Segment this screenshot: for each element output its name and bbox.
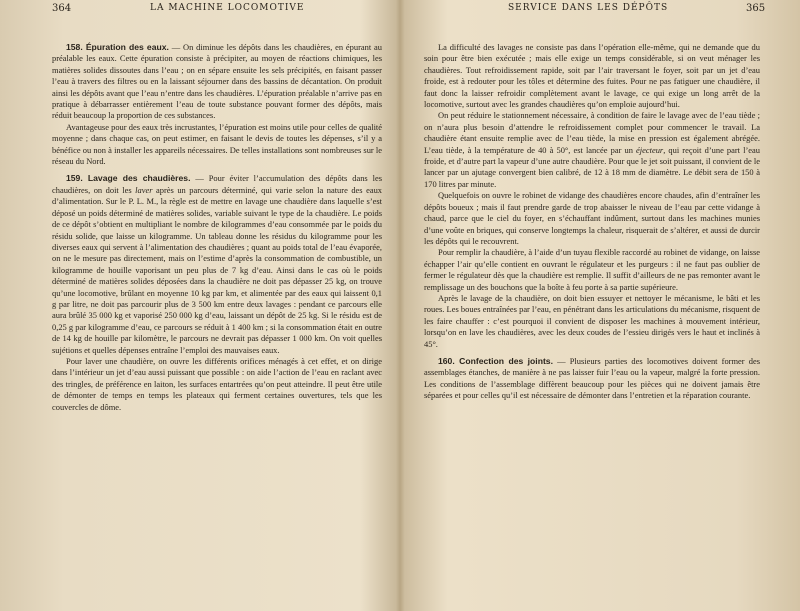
section-159-emphasis: laver <box>135 184 153 195</box>
section-159-paragraph-2: Pour laver une chaudière, on ouvre les différents orifices ménagés à cet effet, et on dirige dans l’intérieur un jet d’eau aussi puissant que possible : on aide l’action de l’eau en raclant avec des tringles, de préférence en laiton, les surfaces entartrées qu’on peut atteindre. Il peut être utile de démonter de temps en temps les plateaux qui ferment certaines ouvertures, tels que les couvercles de dôme. <box>52 355 382 412</box>
section-160-text: — Plusieurs parties des locomotives doivent former des assemblages étanches, de manière à ne pas laisser fuir l’eau ou la vapeur, malgré la forte pression. Les conditions de l’assemblage diffèrent beaucoup pour les pièces qui ne doivent jamais être séparées et pour celles qu’il est nécessaire de démonter dans l’entretien et la réparation courante. <box>424 355 761 401</box>
section-158-paragraph-2: Avantageuse pour des eaux très incrustantes, l’épuration est moins utile pour celles de qualité moyenne ; dans chaque cas, on peut estimer, en faisant le devis de toutes les dépenses, s’il y a bénéfice ou non à installer les appareils nécessaires. De telles installations sont nombreuses sur le réseau du Nord. <box>52 121 382 167</box>
right-paragraph-4: Pour remplir la chaudière, à l’aide d’un tuyau flexible raccordé au robinet de vidange, on laisse échapper l’air qu’elle contient en ouvrant le régulateur et les purgeurs : il ne faut pas oublier de fermer le régulateur dès que la chaudière est remplie. Il suffit d’ailleurs de ne pas remonter avant le remplissage un des bouchons que la boîte à feu porte à sa partie supérieure. <box>424 247 760 292</box>
right-paragraph-2 <box>424 110 760 190</box>
section-159 <box>52 173 382 356</box>
section-159-text-b: après un parcours déterminé, qui varie selon la nature des eaux d’alimentation. Sur le P. L. M., la règle est de mettre en lavage une chaudière dans laquelle s’est déposé un poids déterminé de matières solides, variable suivant le type de la chaudière. Le poids de ce dépôt s’obtient en multipliant le nombre de kilogrammes d’eau consommée par le poids du résidu solide, que laisse un kilogramme. Un tableau donne les résidus du kilogramme pour les diverses eaux qui servent à l’alimentation des chaudières ; quant au poids total de l’eau évaporée, on ne le mesure pas directement, mais on l’estime d’après la consommation de combustible, un kilogramme de houille vaporisant un peu plus de 7 kg d’eau. Ainsi dans le cas où le poids déterminé de matières solides déposées dans la chaudière ne doit pas dépasser 25 kg, on trouve qu’une locomotive, brûlant en moyenne 10 kg par km, et alimentée par des eaux qui laissent 0,1 g par litre, ne doit pas parcourir plus de 3 500 km entre deux lavages : pendant ce parcours elle aura brûlé 35 000 kg et vaporisé 250 000 kg d’eau, laissant un dépôt de 25 kg. Si le résidu est de 0,25 g par kilogramme d’eau, ce parcours se réduit à 1 400 km ; si la consommation était en outre de 14 kg de houille par kilomètre, le parcours ne devrait pas dépasser 1 000 km. On voit quelles sujétions et quelles dépenses entraîne l’emploi des mauvaises eaux. <box>52 184 383 355</box>
right-body-text <box>424 42 760 402</box>
right-paragraph-1: La difficulté des lavages ne consiste pas dans l’opération elle-même, qui ne demande que du soin pour être bien exécutée ; mais elle exige un temps considérable, si on veut ménager les chaudières. Tout refroidissement rapide, soit par l’air traversant le foyer, soit par un jet d’eau froide, est à redouter pour les tôles et détermine des fuites. Pour ne pas fatiguer une chaudière, il faut donc la laisser refroidir complètement avant le lavage, ce qui exige un long arrêt de la locomotive, surtout avec les grandes chaudières qu’on emploie aujourd’hui. <box>424 42 760 110</box>
section-158 <box>52 42 382 122</box>
left-running-head: LA MACHINE LOCOMOTIVE <box>150 3 305 13</box>
section-160-heading: 160. Confection des joints. <box>438 355 553 366</box>
left-page-number: 364 <box>52 3 72 14</box>
right-paragraph-3: Quelquefois on ouvre le robinet de vidange des chaudières encore chaudes, afin d’entraîner les dépôts boueux ; mais il faut prendre garde de trop abaisser le niveau de l’eau par cette vidange à chaud, parce que le ciel du foyer, en s’échauffant indûment, surtout dans les machines munies d’une voûte en briques, qui conserve longtemps la chaleur, risquerait de s’altérer, et aussi de durcir les dépôts qui le recouvrent. <box>424 190 760 246</box>
right-page <box>402 0 800 611</box>
right-running-head: SERVICE DANS LES DÉPÔTS <box>508 3 669 13</box>
right-paragraph-2-start: On peut réduire le stationnement nécessaire, à condition de faire le lavage avec de l’eau tiède ; on n’aura plus besoin d’attendre le refroidissement complet pour commencer le travail. La chaudière étant ensuite remplie avec de l’eau tiède, la mise en pression est également abrégée. L’eau tiède, à la température de 40 à 50°, est lancée par un <box>424 110 760 155</box>
section-160 <box>424 356 760 402</box>
right-paragraph-5: Après le lavage de la chaudière, on doit bien essuyer et nettoyer le mécanisme, le bâti et les roues. Les boues entraînées par l’eau, en pénétrant dans les articulations du mécanisme, risquent de les faire chauffer : c’est pourquoi il convient de disposer les machines à mouvement intérieur, lorsqu’on en lave les chaudières, avec les deux coudes de l’essieu dirigés vers le haut et inclinés à 45°. <box>424 292 760 349</box>
section-158-heading: 158. Épuration des eaux. <box>66 42 169 52</box>
section-159-text-a: — Pour éviter l’accumulation des dépôts dans les chaudières, on doit les <box>52 173 382 195</box>
left-body-text <box>52 42 382 413</box>
right-paragraph-2-emphasis: éjecteur <box>636 144 664 155</box>
section-159-heading: 159. Lavage des chaudières. <box>66 173 191 184</box>
right-paragraph-2-rest: , qui reçoit d’une part l’eau froide, et d’autre part la vapeur d’une autre chaudière. Pour que le jet soit puissant, il convient de le lancer par un ajutage convergent bien calibré, de 12 à 18 mm de diamètre. Le débit sera de 150 à 170 litres par minute. <box>424 144 760 189</box>
right-page-number: 365 <box>746 3 766 14</box>
left-page <box>0 0 398 611</box>
section-158-text: — On diminue les dépôts dans les chaudières, en épurant au préalable les eaux. Cette épuration consiste à précipiter, au moyen de réactions chimiques, les matières solides dissoutes dans l’eau ; on en sépare ensuite les sels précipités, en faisant passer l’eau à travers des filtres ou en la laissant séjourner dans des bassins de décantation. On produit ainsi les dépôts avant que l’eau n’entre dans les chaudières. L’épuration préalable n’arrive pas en pratique à débarrasser entièrement l’eau de toute substance pouvant former des dépôts, mais réduit beaucoup la proportion de ces substances. <box>52 42 382 121</box>
